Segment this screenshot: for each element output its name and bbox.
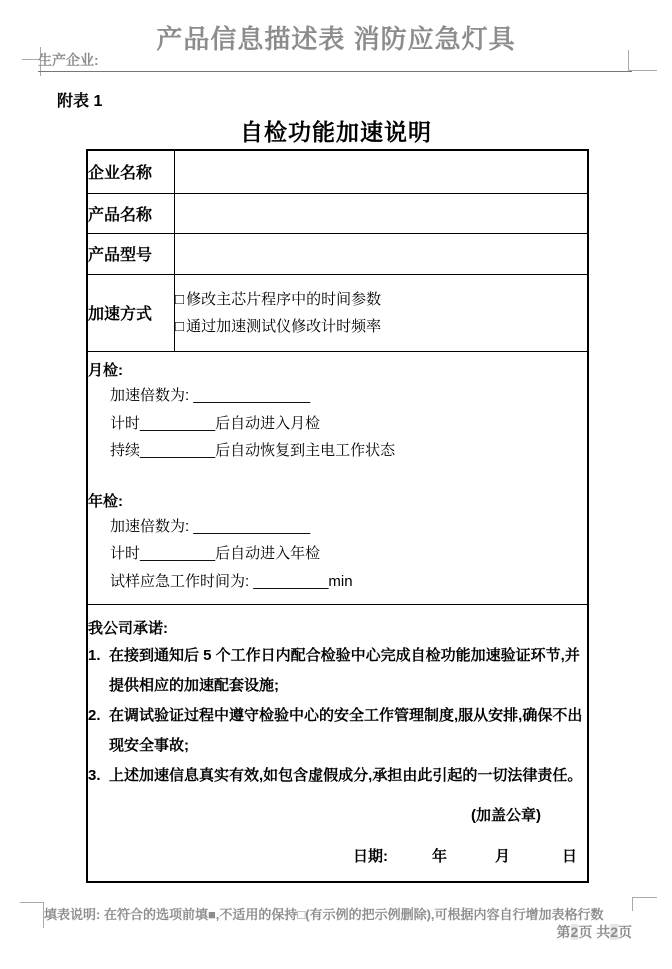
form-title: 自检功能加速说明 [240,119,432,145]
commitment-item-2 [88,701,587,761]
annual-check-timing-line: 计时_________后自动进入年检 [110,545,321,562]
commitment-section [87,604,588,882]
monthly-check-timing-line: 计时_________后自动进入月检 [110,414,321,432]
item-text: 上述加速信息真实有效,如包含虚假成分,承担由此引起的一切法律责任。 [109,767,583,785]
margin-mark-bottom-left [20,902,43,903]
date-day-label: 日 [561,848,577,866]
annual-check-emergency-time-line: 试样应急工作时间为: _________min [110,572,353,590]
product-name-input[interactable] [175,193,589,233]
document-header-title: 产品信息描述表 消防应急灯具 [156,24,516,54]
acceleration-option-tester-label: 通过加速测试仪修改计时频率 [186,317,382,335]
table-row-acceleration [87,274,588,351]
monthly-check-duration-line: 持续_________后自动恢复到主电工作状态 [110,442,396,459]
info-form-table [86,149,589,883]
page-info-suffix: 页 [618,924,632,940]
company-seal-note: (加盖公章) [471,807,541,825]
commitment-item-1 [88,641,587,701]
acceleration-options [175,274,589,351]
annual-check-multiplier-line: 加速倍数为: ______________ [110,517,311,535]
item-text: 在调试验证过程中遵守检验中心的安全工作管理制度,服从安排,确保不出现安全事故; [109,707,583,755]
checkbox-icon[interactable]: □ [175,317,185,335]
producer-input-blank[interactable] [99,51,632,70]
acceleration-option-chip[interactable] [175,286,587,313]
item-number: 2. [88,707,101,725]
company-name-input[interactable] [175,150,589,193]
page-info-prefix: 第 [556,924,571,940]
margin-mark-top-right [628,70,657,71]
producer-label: 生产企业: [38,52,99,68]
page-info-middle: 页 共 [578,924,611,940]
footer-fill-instructions: 填表说明: 在符合的选项前填■,不适用的保持□(有示例的把示例删除),可根据内容自行增加表格行数 [44,907,604,922]
item-number: 3. [88,767,101,785]
product-name-label: 产品名称 [87,193,175,233]
item-text: 在接到通知后 5 个工作日内配合检验中心完成自检功能加速验证环节,并提供相应的加速配套设施; [109,647,580,695]
table-row-product-model [87,233,588,274]
monthly-check-multiplier-line: 加速倍数为: ______________ [110,387,311,404]
margin-mark-bottom-right [632,897,657,898]
date-label: 日期: [352,848,388,866]
page-info [557,922,632,942]
product-model-label: 产品型号 [87,233,175,274]
total-pages-number: 2 [610,924,618,940]
commitment-heading: 我公司承诺: [88,620,168,638]
monthly-check-heading: 月检: [88,362,123,379]
table-row-checks [87,351,588,604]
annex-label: 附表 1 [57,93,103,110]
product-model-input[interactable] [175,233,589,274]
acceleration-option-chip-label: 修改主芯片程序中的时间参数 [186,290,382,308]
company-name-label: 企业名称 [87,150,175,193]
annual-check-heading: 年检: [88,492,123,510]
current-page-number: 2 [570,924,579,940]
commitment-item-3 [88,761,587,791]
checkbox-icon[interactable]: □ [175,290,185,308]
producer-field [38,51,632,72]
date-year-label: 年 [431,848,447,866]
table-row-company [87,150,588,193]
item-number: 1. [88,647,101,665]
acceleration-method-label: 加速方式 [87,274,175,351]
check-settings-section [87,351,588,604]
table-row-commitment [87,604,588,882]
acceleration-option-tester[interactable] [175,313,587,340]
date-line [88,846,587,868]
date-month-label: 月 [494,848,510,866]
table-row-product-name [87,193,588,233]
